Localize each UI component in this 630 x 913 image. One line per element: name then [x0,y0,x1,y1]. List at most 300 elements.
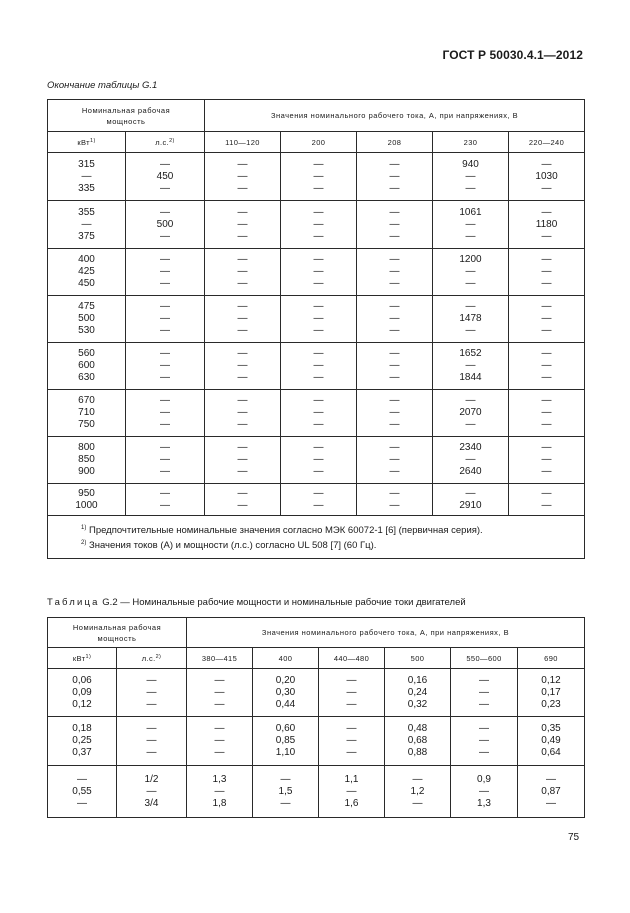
cell-value: — [280,797,291,809]
table-cell [281,343,357,390]
cell-value: — [214,785,225,797]
cell-value: 0,25 [72,735,92,746]
cell-value: 500 [156,218,174,230]
cell-value: — [237,254,248,265]
cell-value: 1652 [459,348,482,359]
cell-value: — [313,487,324,499]
cell-value: 0,49 [541,735,561,746]
cell-value: — [465,360,476,371]
cell-value: — [313,230,324,242]
cell-value: — [541,466,552,477]
table-cell [357,437,433,484]
table-cell [253,766,319,818]
table-cell [357,201,433,249]
table1-caption: Окончание таблицы G.1 [47,80,158,91]
table-cell [451,717,518,766]
table-cell [187,766,253,818]
cell-value: 315 [78,158,95,170]
cell-value: — [541,487,552,499]
cell-value: — [389,301,400,312]
cell-value: 0,87 [541,785,561,797]
cell-value: 530 [78,325,95,336]
cell-value: — [412,797,423,809]
column-header: кВт$^{1)}$ [48,132,126,153]
table-cell [126,343,205,390]
cell-value: 0,18 [72,723,92,734]
cell-value: — [237,407,248,418]
cell-value: — [479,674,489,686]
table-cell [48,390,126,437]
cell-value: — [214,747,225,758]
page-number: 75 [568,832,580,843]
cell-value: — [346,785,357,797]
cell-value: — [541,348,552,359]
cell-value: 1200 [459,254,482,265]
cell-value: — [214,723,225,734]
cell-value: — [313,170,324,182]
cell-value: 0,44 [275,698,296,710]
table-cell [126,201,205,249]
cell-value: — [313,348,324,359]
cell-value: — [146,735,157,746]
cell-value: 425 [78,266,95,277]
cell-value: — [237,499,248,511]
cell-value: — [237,170,248,182]
cell-value: — [160,278,170,289]
cell-value: — [346,698,357,710]
table2-subheader-row [48,648,585,669]
cell-value: — [389,313,400,324]
table-g1 [47,99,585,559]
cell-value: — [81,170,92,182]
cell-value: — [546,773,557,785]
table-cell [205,343,281,390]
cell-value: — [389,395,400,406]
cell-value: 0,32 [407,698,428,710]
cell-value: 670 [78,395,95,406]
cell-value: — [160,266,170,277]
cell-value: — [389,360,400,371]
footnote-1: $^{1)}$ Предпочтительные номинальные значения согласно МЭК 60072-1 [6] (первичная серия). [81,525,483,536]
table-cell [433,249,509,296]
cell-value: — [313,254,324,265]
cell-value: — [146,723,157,734]
cell-value: 0,12 [72,698,92,710]
cell-value: — [237,325,248,336]
cell-value: — [160,254,170,265]
cell-value: 1844 [459,372,482,383]
cell-value: — [389,419,400,430]
cell-value: — [214,735,225,746]
cell-value: — [465,419,476,430]
cell-value: — [479,723,489,734]
cell-value: 0,24 [407,686,428,698]
table-cell [433,296,509,343]
cell-value: — [237,348,248,359]
cell-value: — [479,747,489,758]
cell-value: 800 [78,442,95,453]
cell-value: 335 [78,182,95,194]
cell-value: 1,1 [344,773,359,785]
table-row [48,437,585,484]
table-cell [518,669,585,717]
cell-value: — [313,158,324,170]
table-g2 [47,617,585,818]
table-cell [48,153,126,201]
cell-value: 450 [156,170,174,182]
table-cell [117,766,187,818]
cell-value: — [160,182,170,194]
cell-value: — [465,454,476,465]
table-cell [281,484,357,516]
cell-value: — [313,325,324,336]
table-row [48,249,585,296]
cell-value: — [389,372,400,383]
cell-value: — [389,230,400,242]
cell-value: — [146,698,157,710]
table-row [48,484,585,516]
cell-value: — [160,325,170,336]
cell-value: — [541,206,552,218]
cell-value: — [237,466,248,477]
cell-value: — [465,278,476,289]
table-cell [451,669,518,717]
table-cell [117,669,187,717]
table-cell [205,201,281,249]
cell-value: — [237,158,248,170]
cell-value: — [160,348,170,359]
table-cell [509,296,585,343]
cell-value: — [541,325,552,336]
cell-value: — [146,686,157,698]
table-cell [48,343,126,390]
cell-value: 0,37 [72,747,92,758]
table-cell [48,717,117,766]
cell-value: — [237,442,248,453]
cell-value: — [160,395,170,406]
cell-value: — [237,218,248,230]
table-cell [253,717,319,766]
cell-value: — [541,266,552,277]
table-cell [48,201,126,249]
cell-value: 0,85 [275,735,296,746]
table2-current-group-header: Значения номинального рабочего тока, А, при напряжениях, В [187,618,585,648]
table-cell [205,153,281,201]
cell-value: — [214,686,225,698]
cell-value: 630 [78,372,95,383]
cell-value: — [237,266,248,277]
table-cell [48,484,126,516]
table-cell [357,343,433,390]
cell-value: — [541,230,552,242]
cell-value: — [77,773,87,785]
table-row [48,201,585,249]
cell-value: 500 [78,313,95,324]
cell-value: — [237,419,248,430]
cell-value: 1000 [75,499,98,511]
cell-value: 0,9 [477,773,491,785]
table-cell [433,484,509,516]
table-cell [451,766,518,818]
column-header: 690 [518,648,585,669]
cell-value: 850 [78,454,95,465]
table-cell [126,249,205,296]
cell-value: 1,5 [278,785,293,797]
table-cell [385,717,451,766]
column-header: л.с.$^{2)}$ [126,132,205,153]
cell-value: — [237,182,248,194]
table2-caption: Таблица G.2 — Номинальные рабочие мощности и номинальные рабочие токи двигателей [47,597,466,608]
cell-value: 3/4 [144,797,159,809]
cell-value: — [313,313,324,324]
cell-value: — [237,454,248,465]
cell-value: 710 [78,407,95,418]
table1-current-group-header: Значения номинального рабочего тока, А, при напряжениях, В [205,100,585,132]
cell-value: 450 [78,278,95,289]
cell-value: 0,60 [275,723,296,734]
cell-value: — [313,442,324,453]
table-cell [319,717,385,766]
table-row [48,717,585,766]
cell-value: — [389,158,400,170]
table-cell [253,669,319,717]
table-cell [117,717,187,766]
cell-value: — [77,797,87,809]
cell-value: — [313,419,324,430]
column-header: 550—600 [451,648,518,669]
cell-value: 2070 [459,407,482,418]
cell-value: — [160,301,170,312]
cell-value: 950 [78,487,95,499]
cell-value: — [541,454,552,465]
cell-value: — [313,454,324,465]
table-cell [319,669,385,717]
table-cell [126,153,205,201]
cell-value: — [237,278,248,289]
table-cell [126,390,205,437]
cell-value: — [389,218,400,230]
table-row [48,766,585,818]
cell-value: — [389,442,400,453]
table-cell [433,343,509,390]
table1-power-group-header: Номинальная рабочая мощность [48,100,205,132]
cell-value: 355 [78,206,95,218]
table-cell [48,669,117,717]
cell-value: — [389,325,400,336]
table-cell [357,249,433,296]
table-cell [205,484,281,516]
table-cell [509,249,585,296]
table-cell [385,669,451,717]
cell-value: — [237,395,248,406]
cell-value: 0,20 [275,674,296,686]
cell-value: — [160,442,170,453]
cell-value: — [541,442,552,453]
cell-value: — [313,206,324,218]
cell-value: — [541,313,552,324]
cell-value: — [237,360,248,371]
column-header: 400 [253,648,319,669]
table-cell [518,766,585,818]
cell-value: — [465,230,476,242]
column-header: 440—480 [319,648,385,669]
table-cell [126,437,205,484]
table-cell [357,484,433,516]
cell-value: — [313,278,324,289]
cell-value: — [389,454,400,465]
cell-value: — [346,723,357,734]
cell-value: — [237,313,248,324]
table-cell [281,296,357,343]
cell-value: — [160,499,170,511]
cell-value: — [465,170,476,182]
cell-value: 1,2 [410,785,425,797]
cell-value: — [313,466,324,477]
cell-value: — [146,674,157,686]
table-cell [48,296,126,343]
cell-value: — [160,466,170,477]
cell-value: — [237,206,248,218]
cell-value: — [346,674,357,686]
cell-value: — [237,230,248,242]
cell-value: 1,6 [344,797,359,809]
cell-value: — [412,773,423,785]
cell-value: — [346,686,357,698]
cell-value: — [541,499,552,511]
table-cell [187,669,253,717]
cell-value: 0,55 [72,785,92,797]
table1-subheader-row [48,132,585,153]
cell-value: 1,8 [212,797,227,809]
cell-value: — [313,360,324,371]
table-cell [357,390,433,437]
table-cell [433,201,509,249]
table-row [48,153,585,201]
cell-value: — [313,395,324,406]
cell-value: 0,88 [407,747,428,758]
column-header: кВт$^{1)}$ [48,648,117,669]
table-cell [385,766,451,818]
cell-value: — [160,419,170,430]
cell-value: 1,3 [477,797,491,809]
cell-value: — [160,487,170,499]
table-cell [281,201,357,249]
table-cell [48,249,126,296]
cell-value: 1478 [459,313,482,324]
table-cell [357,296,433,343]
table-cell [509,343,585,390]
table-cell [205,296,281,343]
cell-value: 2340 [459,442,482,453]
cell-value: — [313,218,324,230]
cell-value: — [541,360,552,371]
cell-value: — [280,773,291,785]
table-cell [319,766,385,818]
cell-value: — [389,170,400,182]
table-cell [281,390,357,437]
cell-value: — [160,407,170,418]
column-header: л.с.$^{2)}$ [117,648,187,669]
cell-value: — [160,360,170,371]
cell-value: — [313,182,324,194]
cell-value: 1/2 [144,773,159,785]
cell-value: — [313,266,324,277]
cell-value: — [541,301,552,312]
cell-value: 0,16 [407,674,428,686]
table-cell [518,717,585,766]
cell-value: — [160,158,170,170]
cell-value: 750 [78,419,95,430]
footnote-2: $^{2)}$ Значения токов (А) и мощности (л.с.) согласно UL 508 [7] (60 Гц). [81,540,377,551]
cell-value: — [214,698,225,710]
cell-value: — [237,372,248,383]
column-header: 220—240 [509,132,585,153]
table-cell [509,153,585,201]
cell-value: 1,3 [212,773,227,785]
cell-value: 1,10 [275,747,296,758]
cell-value: — [541,419,552,430]
cell-value: — [313,301,324,312]
cell-value: 0,23 [541,698,561,710]
table-cell [205,390,281,437]
table-row [48,343,585,390]
table-cell [433,437,509,484]
cell-value: — [389,466,400,477]
cell-value: — [389,499,400,511]
cell-value: 2640 [459,466,482,477]
cell-value: — [389,348,400,359]
cell-value: — [465,301,476,312]
cell-value: 0,68 [407,735,428,746]
column-header: 110—120 [205,132,281,153]
cell-value: — [541,395,552,406]
cell-value: — [214,674,225,686]
table-cell [281,437,357,484]
table-cell [281,153,357,201]
cell-value: 475 [78,301,95,312]
table1-footnotes [48,516,585,559]
column-header: 230 [433,132,509,153]
table-cell [509,390,585,437]
cell-value: — [541,278,552,289]
cell-value: — [541,254,552,265]
cell-value: — [237,487,248,499]
cell-value: 400 [78,254,95,265]
cell-value: — [160,313,170,324]
table-cell [281,249,357,296]
table-cell [205,437,281,484]
cell-value: — [389,206,400,218]
cell-value: — [479,698,489,710]
cell-value: 0,30 [275,686,296,698]
table-cell [509,201,585,249]
cell-value: — [465,182,476,194]
column-header: 380—415 [187,648,253,669]
cell-value: 560 [78,348,95,359]
cell-value: — [237,301,248,312]
cell-value: — [313,372,324,383]
table-row [48,296,585,343]
table-cell [48,766,117,818]
cell-value: — [541,372,552,383]
cell-value: 0,12 [541,674,561,686]
cell-value: — [541,407,552,418]
cell-value: — [465,395,476,406]
cell-value: — [465,487,476,499]
cell-value: — [160,230,170,242]
cell-value: 1030 [535,170,558,182]
column-header: 200 [281,132,357,153]
